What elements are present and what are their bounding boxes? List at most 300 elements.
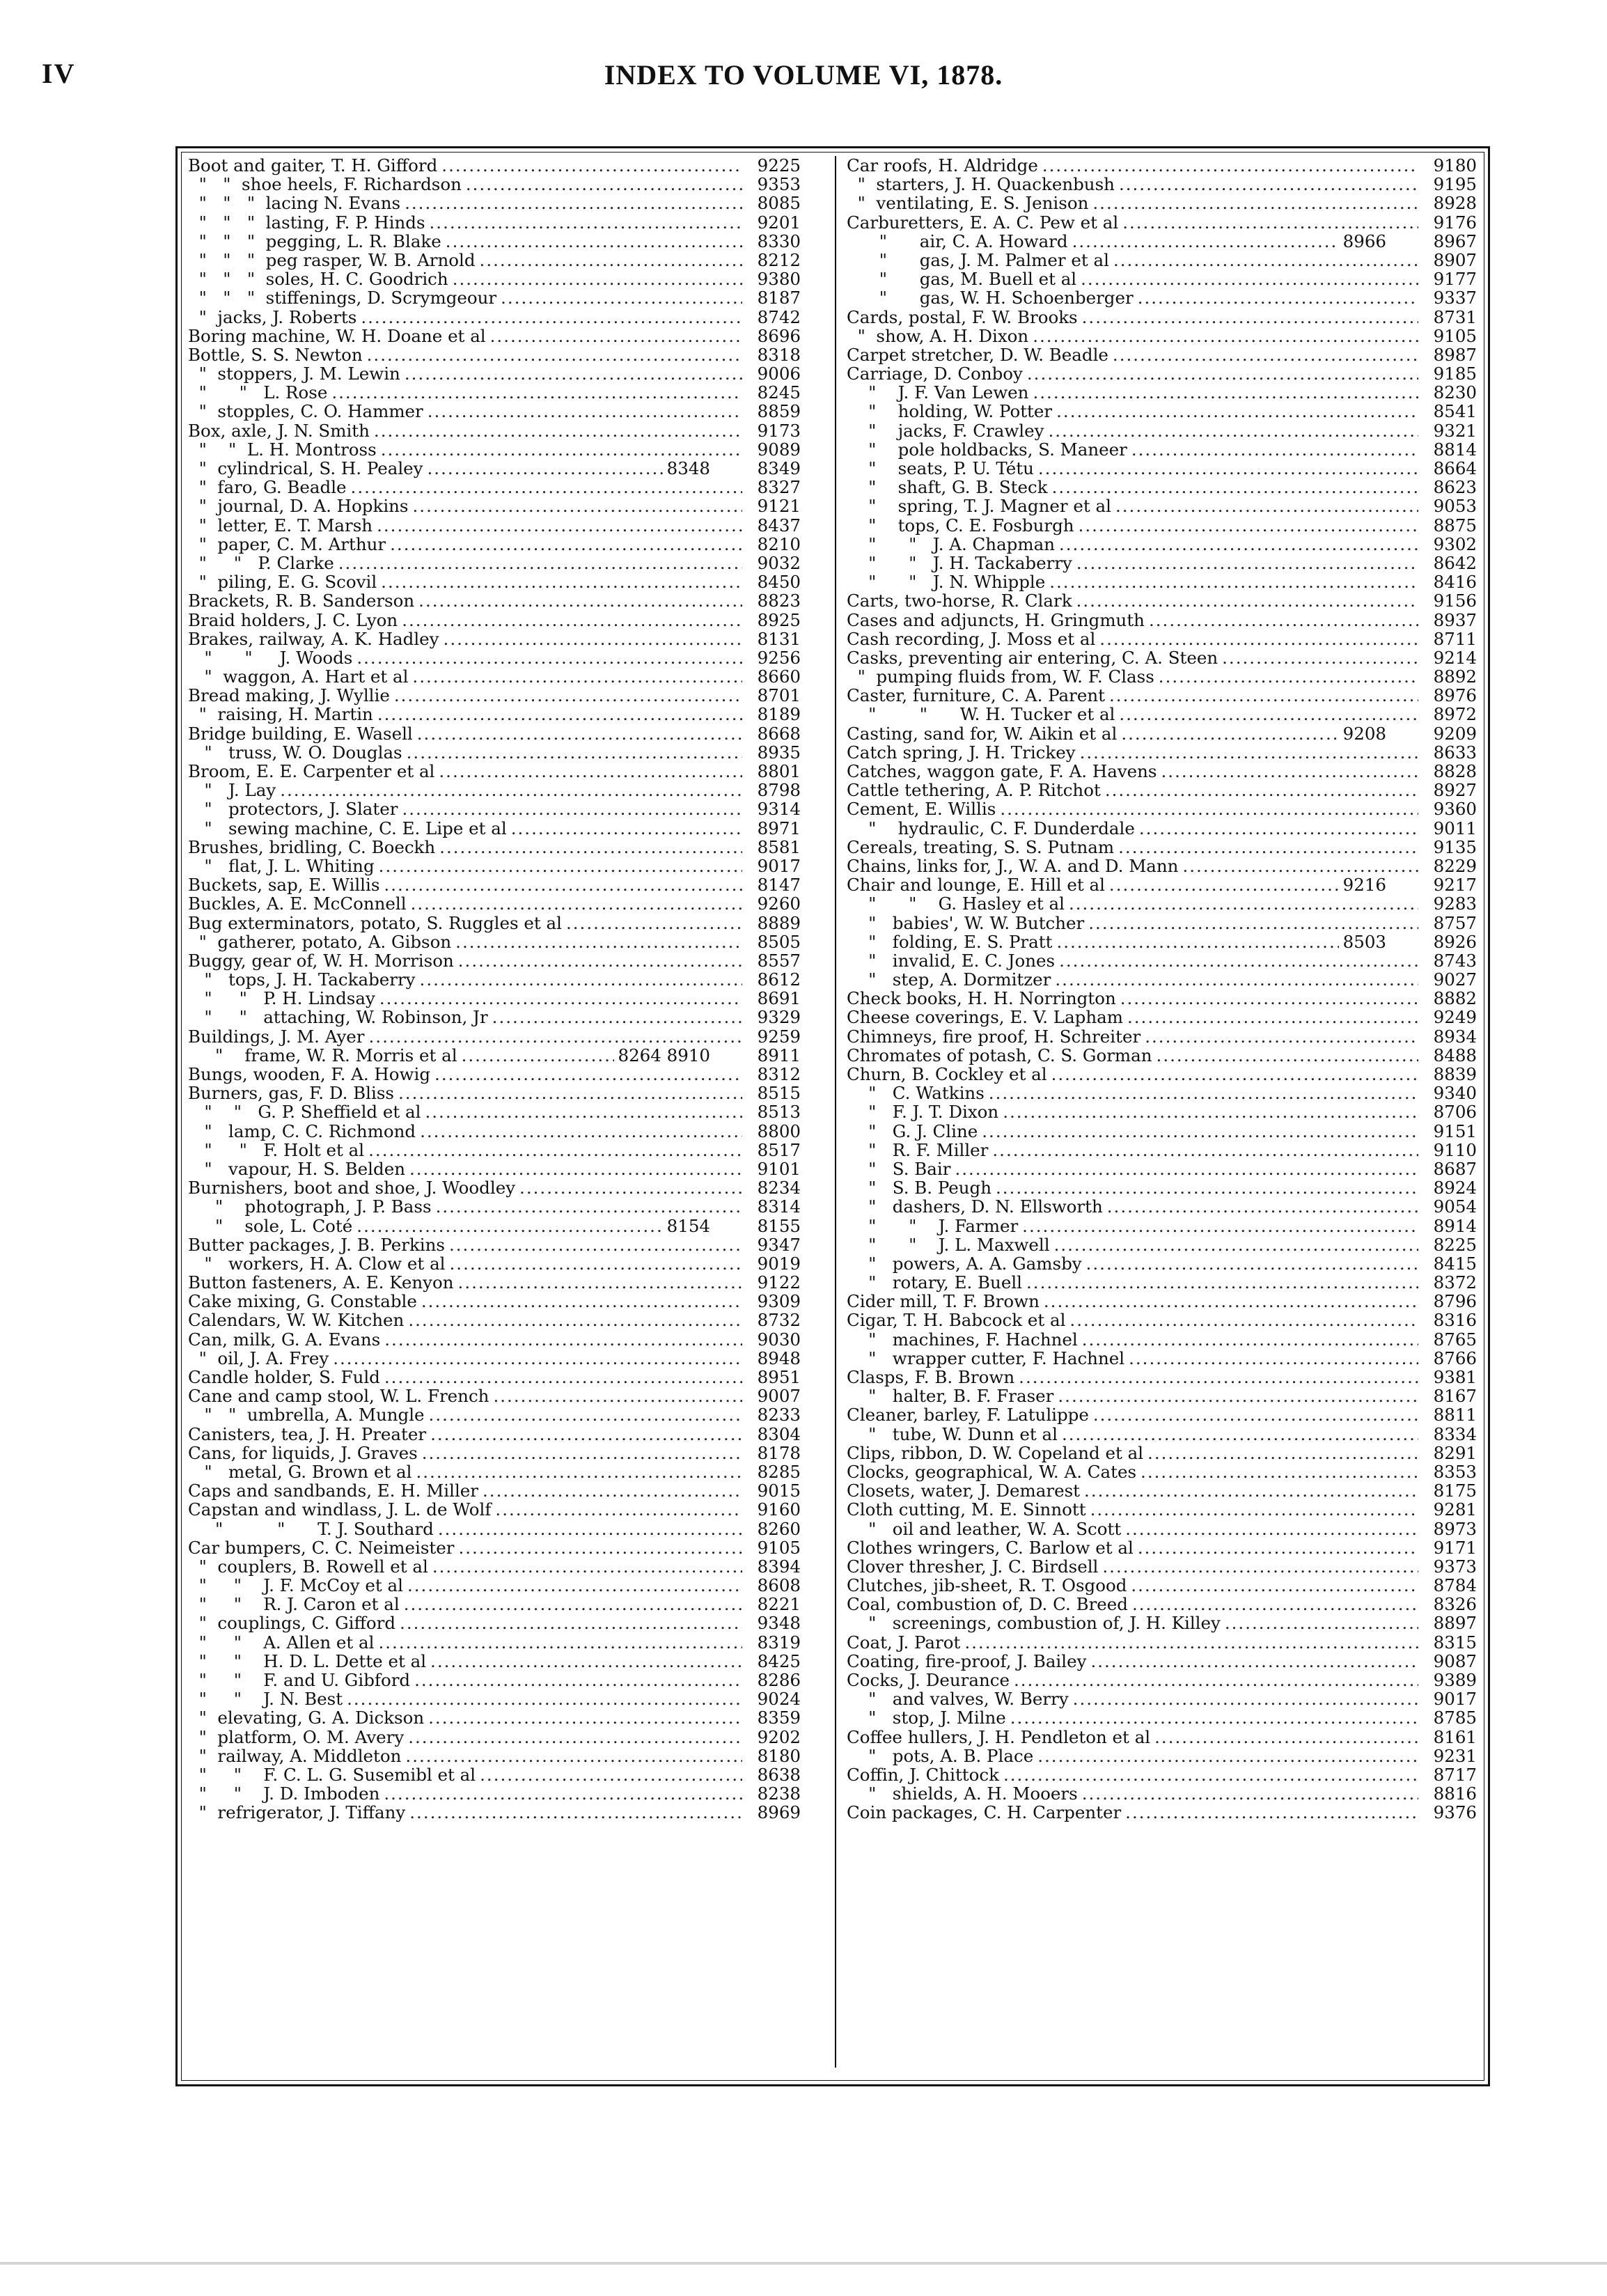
entry-subject: Caster, furniture, C. A. Parent bbox=[847, 685, 1105, 706]
entry-subject: " vapour, H. S. Belden bbox=[188, 1158, 405, 1179]
dot-leader bbox=[964, 1633, 1418, 1652]
index-entry bbox=[188, 1368, 801, 1387]
entry-subject: Chair and lounge, E. Hill et al bbox=[847, 875, 1105, 896]
entry-subject: Buggy, gear of, W. H. Morrison bbox=[188, 950, 454, 971]
entry-extra-number: 8348 bbox=[666, 458, 710, 478]
entry-number: 8623 bbox=[1433, 477, 1477, 498]
entry-subject: " babies', W. W. Butcher bbox=[847, 912, 1085, 933]
entry-subject: " " shoe heels, F. Richardson bbox=[188, 174, 462, 195]
dot-leader bbox=[1131, 1576, 1418, 1595]
entry-subject: " C. Watkins bbox=[847, 1083, 985, 1104]
dot-leader bbox=[996, 1178, 1418, 1197]
entry-number: 9389 bbox=[1433, 1670, 1477, 1690]
entry-subject: Cloth cutting, M. E. Sinnott bbox=[847, 1499, 1086, 1520]
entry-subject: Cheese coverings, E. V. Lapham bbox=[847, 1007, 1123, 1028]
entry-number: 8701 bbox=[757, 685, 801, 706]
index-entry bbox=[188, 1747, 801, 1765]
index-entry bbox=[847, 1538, 1477, 1557]
index-entry bbox=[847, 459, 1477, 478]
entry-number: 8180 bbox=[757, 1745, 801, 1766]
entry-number: 9105 bbox=[757, 1537, 801, 1558]
entry-number: 8326 bbox=[1433, 1594, 1477, 1615]
index-entry bbox=[188, 1008, 801, 1026]
entry-number: 8189 bbox=[757, 704, 801, 725]
entry-subject: " rotary, E. Buell bbox=[847, 1272, 1022, 1293]
dot-leader bbox=[1115, 497, 1418, 515]
index-entry bbox=[188, 951, 801, 970]
entry-number: 9151 bbox=[1433, 1120, 1477, 1141]
index-entry bbox=[847, 989, 1477, 1008]
entry-number: 8334 bbox=[1433, 1423, 1477, 1444]
entry-subject: Chains, links for, J., W. A. and D. Mann bbox=[847, 855, 1179, 876]
entry-number: 8234 bbox=[757, 1178, 801, 1198]
entry-extra-number: 8264 8910 bbox=[618, 1045, 710, 1065]
entry-number: 8660 bbox=[757, 666, 801, 687]
entry-subject: " S. Bair bbox=[847, 1158, 951, 1179]
dot-leader bbox=[432, 1557, 742, 1576]
dot-leader bbox=[405, 194, 742, 212]
entry-subject: Cash recording, J. Moss et al bbox=[847, 628, 1096, 649]
dot-leader bbox=[982, 1122, 1418, 1141]
entry-subject: " invalid, E. C. Jones bbox=[847, 950, 1056, 971]
entry-extra-number: 9208 bbox=[1342, 723, 1386, 744]
entry-number: 8859 bbox=[757, 401, 801, 422]
dot-leader bbox=[1076, 554, 1418, 572]
index-entry bbox=[188, 440, 801, 459]
entry-subject: " flat, J. L. Whiting bbox=[188, 855, 375, 876]
index-entry bbox=[188, 402, 801, 421]
entry-number: 9225 bbox=[757, 155, 801, 175]
entry-number: 8814 bbox=[1433, 439, 1477, 460]
entry-subject: " jacks, J. Roberts bbox=[188, 306, 357, 327]
entry-subject: Burnishers, boot and shoe, J. Woodley bbox=[188, 1178, 516, 1198]
entry-number: 8973 bbox=[1433, 1518, 1477, 1539]
entry-subject: " stopples, C. O. Hammer bbox=[188, 401, 423, 422]
index-entry bbox=[847, 1027, 1477, 1046]
dot-leader bbox=[438, 1520, 742, 1538]
entry-subject: " letter, E. T. Marsh bbox=[188, 515, 373, 536]
entry-subject: " truss, W. O. Douglas bbox=[188, 742, 402, 763]
entry-number: 9173 bbox=[757, 420, 801, 441]
entry-number: 8706 bbox=[1433, 1102, 1477, 1123]
entry-number: 8765 bbox=[1433, 1329, 1477, 1350]
dot-leader bbox=[519, 1178, 742, 1197]
entry-subject: " pots, A. B. Place bbox=[847, 1745, 1034, 1766]
entry-number: 8225 bbox=[1433, 1234, 1477, 1255]
index-entry bbox=[188, 554, 801, 572]
index-entry bbox=[847, 1046, 1477, 1065]
dot-leader bbox=[333, 1349, 742, 1368]
dot-leader bbox=[1118, 838, 1418, 857]
index-entry bbox=[188, 478, 801, 497]
index-entry bbox=[188, 1462, 801, 1481]
index-entry bbox=[188, 308, 801, 327]
entry-number: 8743 bbox=[1433, 950, 1477, 971]
dot-leader bbox=[1145, 1027, 1418, 1046]
entry-number: 8987 bbox=[1433, 344, 1477, 365]
index-entry bbox=[188, 1311, 801, 1329]
entry-number: 9202 bbox=[757, 1726, 801, 1747]
dot-leader bbox=[490, 327, 742, 345]
entry-subject: Caps and sandbands, E. H. Miller bbox=[188, 1481, 479, 1501]
dot-leader bbox=[428, 402, 742, 421]
entry-subject: " gatherer, potato, A. Gibson bbox=[188, 931, 452, 952]
entry-number: 8757 bbox=[1433, 912, 1477, 933]
dot-leader bbox=[492, 1008, 742, 1026]
entry-number: 8926 bbox=[1433, 931, 1477, 952]
entry-number: 8541 bbox=[1433, 401, 1477, 422]
entry-number: 9231 bbox=[1433, 1745, 1477, 1766]
dot-leader bbox=[394, 686, 742, 705]
entry-number: 8167 bbox=[1433, 1386, 1477, 1407]
index-entry bbox=[188, 743, 801, 762]
entry-subject: Carriage, D. Conboy bbox=[847, 364, 1023, 384]
entry-subject: Clothes wringers, C. Barlow et al bbox=[847, 1537, 1134, 1558]
entry-subject: " raising, H. Martin bbox=[188, 704, 373, 725]
index-entry bbox=[847, 1084, 1477, 1102]
entry-subject: Cake mixing, G. Constable bbox=[188, 1291, 417, 1312]
dot-leader bbox=[466, 175, 742, 194]
index-entry bbox=[847, 611, 1477, 630]
index-entry bbox=[847, 1784, 1477, 1803]
index-entry bbox=[188, 1520, 801, 1538]
entry-subject: " screenings, combustion of, J. H. Killey bbox=[847, 1613, 1221, 1634]
dot-leader bbox=[480, 251, 742, 270]
dot-leader bbox=[407, 743, 742, 762]
index-entry bbox=[188, 1027, 801, 1046]
dot-leader bbox=[369, 1027, 743, 1046]
dot-leader bbox=[361, 308, 742, 327]
index-entry bbox=[847, 497, 1477, 515]
index-entry bbox=[188, 1557, 801, 1576]
dot-leader bbox=[1129, 1349, 1418, 1368]
entry-number: 8796 bbox=[1433, 1291, 1477, 1312]
dot-leader bbox=[439, 838, 742, 857]
index-entry bbox=[188, 345, 801, 364]
entry-subject: Churn, B. Cockley et al bbox=[847, 1064, 1047, 1084]
dot-leader bbox=[402, 611, 742, 630]
index-entry bbox=[188, 1652, 801, 1671]
dot-leader bbox=[408, 1311, 742, 1329]
entry-subject: " " L. H. Montross bbox=[188, 439, 377, 460]
entry-subject: " couplings, C. Gifford bbox=[188, 1613, 396, 1634]
entry-subject: " shields, A. H. Mooers bbox=[847, 1783, 1078, 1804]
index-entry bbox=[188, 724, 801, 743]
dot-leader bbox=[1038, 459, 1418, 478]
dot-leader bbox=[400, 1614, 742, 1632]
entry-number: 8828 bbox=[1433, 761, 1477, 781]
entry-number: 9209 bbox=[1433, 723, 1477, 744]
entry-subject: Car roofs, H. Aldridge bbox=[847, 155, 1038, 175]
entry-subject: " pole holdbacks, S. Maneer bbox=[847, 439, 1127, 460]
dot-leader bbox=[1069, 1311, 1418, 1329]
dot-leader bbox=[1026, 1273, 1418, 1292]
dot-leader bbox=[402, 799, 742, 818]
entry-subject: " " T. J. Southard bbox=[188, 1518, 434, 1539]
entry-number: 9185 bbox=[1433, 364, 1477, 384]
dot-leader bbox=[1081, 270, 1418, 288]
index-entry bbox=[188, 1425, 801, 1444]
entry-subject: " J. Lay bbox=[188, 780, 276, 801]
dot-leader bbox=[436, 1197, 742, 1216]
dot-leader bbox=[1182, 857, 1418, 875]
entry-number: 9259 bbox=[757, 1026, 801, 1047]
entry-number: 8175 bbox=[1433, 1481, 1477, 1501]
index-entry bbox=[188, 1141, 801, 1159]
entry-number: 8948 bbox=[757, 1348, 801, 1368]
entry-subject: " " J. L. Maxwell bbox=[847, 1234, 1050, 1255]
entry-subject: " sole, L. Coté bbox=[188, 1215, 353, 1236]
index-entry bbox=[847, 308, 1477, 327]
dot-leader bbox=[1056, 932, 1338, 951]
dot-leader bbox=[992, 1141, 1418, 1159]
index-entry bbox=[847, 648, 1477, 667]
entry-number: 8969 bbox=[757, 1802, 801, 1823]
dot-leader bbox=[420, 1122, 742, 1141]
entry-subject: " metal, G. Brown et al bbox=[188, 1461, 412, 1482]
entry-subject: " tops, C. E. Fosburgh bbox=[847, 515, 1074, 536]
entry-number: 8314 bbox=[757, 1196, 801, 1217]
column-divider bbox=[835, 156, 836, 2068]
entry-subject: Candle holder, S. Fuld bbox=[188, 1367, 380, 1387]
index-entry bbox=[847, 1595, 1477, 1614]
index-entry bbox=[188, 175, 801, 194]
entry-number: 9007 bbox=[757, 1386, 801, 1407]
index-entry bbox=[188, 1500, 801, 1519]
dot-leader bbox=[408, 1728, 742, 1747]
entry-number: 8911 bbox=[757, 1045, 801, 1065]
dot-leader bbox=[1113, 251, 1418, 270]
entry-subject: Cereals, treating, S. S. Putnam bbox=[847, 836, 1115, 857]
entry-number: 8085 bbox=[757, 193, 801, 214]
index-entry bbox=[847, 894, 1477, 913]
dot-leader bbox=[1056, 402, 1418, 421]
entry-number: 8928 bbox=[1433, 193, 1477, 214]
index-entry bbox=[188, 611, 801, 630]
index-entry bbox=[847, 572, 1477, 591]
index-entry bbox=[847, 1708, 1477, 1727]
entry-number: 8230 bbox=[1433, 382, 1477, 403]
entry-number: 8687 bbox=[1433, 1158, 1477, 1179]
index-entry bbox=[847, 1425, 1477, 1444]
index-entry bbox=[847, 1747, 1477, 1765]
entry-number: 9340 bbox=[1433, 1083, 1477, 1104]
entry-subject: " holding, W. Potter bbox=[847, 401, 1053, 422]
entry-number: 8608 bbox=[757, 1575, 801, 1596]
entry-number: 8155 bbox=[757, 1215, 801, 1236]
index-entry bbox=[847, 1122, 1477, 1141]
index-entry bbox=[847, 724, 1477, 743]
entry-subject: " elevating, G. A. Dickson bbox=[188, 1708, 425, 1728]
index-entry bbox=[847, 1444, 1477, 1462]
entry-number: 8450 bbox=[757, 572, 801, 593]
entry-number: 8972 bbox=[1433, 704, 1477, 725]
entry-number: 9122 bbox=[757, 1272, 801, 1293]
entry-number: 8638 bbox=[757, 1764, 801, 1785]
index-entry bbox=[188, 213, 801, 232]
index-entry bbox=[188, 648, 801, 667]
entry-extra-number: 8154 bbox=[666, 1215, 710, 1236]
entry-number: 9019 bbox=[757, 1253, 801, 1274]
entry-subject: " oil, J. A. Frey bbox=[188, 1348, 329, 1368]
entry-number: 8349 bbox=[757, 458, 801, 478]
entry-subject: Clasps, F. B. Brown bbox=[847, 1367, 1015, 1387]
index-entry bbox=[188, 251, 801, 270]
entry-number: 8359 bbox=[757, 1708, 801, 1728]
entry-subject: " platform, O. M. Avery bbox=[188, 1726, 405, 1747]
index-entry bbox=[847, 535, 1477, 554]
dot-leader bbox=[428, 459, 663, 478]
entry-subject: " " J. D. Imboden bbox=[188, 1783, 380, 1804]
index-entry bbox=[188, 516, 801, 535]
entry-number: 8816 bbox=[1433, 1783, 1477, 1804]
dot-leader bbox=[1109, 875, 1339, 894]
entry-number: 9256 bbox=[757, 647, 801, 668]
entry-number: 9376 bbox=[1433, 1802, 1477, 1823]
index-entry bbox=[188, 1803, 801, 1822]
entry-subject: Cans, for liquids, J. Graves bbox=[188, 1442, 418, 1463]
entry-number: 9156 bbox=[1433, 591, 1477, 611]
entry-number: 8316 bbox=[1433, 1310, 1477, 1331]
entry-number: 8784 bbox=[1433, 1575, 1477, 1596]
entry-number: 9101 bbox=[757, 1158, 801, 1179]
index-entry bbox=[188, 1065, 801, 1084]
index-entry bbox=[188, 932, 801, 951]
entry-number: 9249 bbox=[1433, 1007, 1477, 1028]
entry-number: 9135 bbox=[1433, 836, 1477, 857]
index-column-right bbox=[847, 156, 1477, 2071]
dot-leader bbox=[398, 1084, 742, 1102]
index-entry bbox=[188, 914, 801, 932]
index-entry bbox=[847, 1311, 1477, 1329]
entry-subject: Cement, E. Willis bbox=[847, 799, 996, 820]
index-entry bbox=[847, 402, 1477, 421]
index-entry bbox=[188, 232, 801, 251]
entry-number: 8517 bbox=[757, 1139, 801, 1160]
index-entry bbox=[188, 535, 801, 554]
entry-number: 9321 bbox=[1433, 420, 1477, 441]
entry-subject: " " umbrella, A. Mungle bbox=[188, 1405, 425, 1426]
entry-number: 8897 bbox=[1433, 1613, 1477, 1634]
dot-leader bbox=[1049, 572, 1418, 591]
index-entry bbox=[188, 421, 801, 440]
entry-subject: " " " pegging, L. R. Blake bbox=[188, 231, 441, 251]
entry-subject: Canisters, tea, J. H. Preater bbox=[188, 1423, 427, 1444]
entry-subject: " step, A. Dormitzer bbox=[847, 969, 1051, 990]
entry-number: 8875 bbox=[1433, 515, 1477, 536]
index-entry bbox=[188, 1481, 801, 1500]
dot-leader bbox=[1080, 743, 1418, 762]
entry-subject: Capstan and windlass, J. L. de Wolf bbox=[188, 1499, 492, 1520]
dot-leader bbox=[412, 667, 742, 686]
index-entry bbox=[847, 516, 1477, 535]
entry-number: 9024 bbox=[757, 1689, 801, 1710]
index-entry bbox=[847, 1197, 1477, 1216]
dot-leader bbox=[409, 1159, 742, 1178]
index-entry bbox=[847, 156, 1477, 175]
dot-leader bbox=[434, 1065, 742, 1084]
dot-leader bbox=[1107, 1197, 1418, 1216]
dot-leader bbox=[405, 1747, 742, 1765]
entry-subject: Butter packages, J. B. Perkins bbox=[188, 1234, 445, 1255]
index-entry bbox=[847, 970, 1477, 989]
entry-subject: Cider mill, T. F. Brown bbox=[847, 1291, 1040, 1312]
entry-number: 8319 bbox=[757, 1632, 801, 1653]
dot-leader bbox=[381, 572, 742, 591]
dot-leader bbox=[378, 1633, 742, 1652]
entry-number: 9260 bbox=[757, 893, 801, 914]
entry-subject: " protectors, J. Slater bbox=[188, 799, 398, 820]
entry-number: 8557 bbox=[757, 950, 801, 971]
entry-subject: " seats, P. U. Tétu bbox=[847, 458, 1034, 478]
dot-leader bbox=[1022, 1217, 1418, 1235]
dot-leader bbox=[1157, 1046, 1418, 1065]
index-entry bbox=[847, 1576, 1477, 1595]
dot-leader bbox=[429, 1405, 742, 1424]
entry-number: 9011 bbox=[1433, 818, 1477, 838]
entry-subject: Carburetters, E. A. C. Pew et al bbox=[847, 212, 1119, 233]
dot-leader bbox=[480, 1765, 742, 1784]
entry-subject: Clocks, geographical, W. A. Cates bbox=[847, 1461, 1137, 1482]
dot-leader bbox=[418, 591, 742, 610]
dot-leader bbox=[1147, 1444, 1418, 1462]
index-entry bbox=[847, 1557, 1477, 1576]
dot-leader bbox=[1119, 175, 1418, 194]
index-entry bbox=[188, 1633, 801, 1652]
entry-subject: " photograph, J. P. Bass bbox=[188, 1196, 432, 1217]
dot-leader bbox=[1079, 516, 1418, 535]
index-entry bbox=[847, 1330, 1477, 1349]
entry-subject: " G. J. Cline bbox=[847, 1120, 978, 1141]
index-entry bbox=[188, 1330, 801, 1349]
entry-number: 8291 bbox=[1433, 1442, 1477, 1463]
entry-number: 9053 bbox=[1433, 496, 1477, 517]
entry-subject: Boring machine, W. H. Doane et al bbox=[188, 325, 486, 346]
index-entry bbox=[188, 667, 801, 686]
dot-leader bbox=[1086, 1254, 1418, 1273]
entry-subject: " " " lasting, F. P. Hinds bbox=[188, 212, 425, 233]
entry-number: 8330 bbox=[757, 231, 801, 251]
dot-leader bbox=[1082, 1330, 1418, 1349]
entry-subject: Car bumpers, C. C. Neimeister bbox=[188, 1537, 455, 1558]
entry-subject: " " J. H. Tackaberry bbox=[847, 552, 1072, 573]
index-entry bbox=[847, 743, 1477, 762]
index-entry bbox=[847, 554, 1477, 572]
dot-leader bbox=[422, 1444, 742, 1462]
dot-leader bbox=[1082, 1784, 1418, 1803]
entry-subject: Brushes, bridling, C. Boeckh bbox=[188, 836, 436, 857]
index-entry bbox=[847, 1235, 1477, 1254]
entry-number: 9087 bbox=[1433, 1650, 1477, 1671]
index-entry bbox=[188, 591, 801, 610]
entry-subject: " " G. Hasley et al bbox=[847, 893, 1065, 914]
entry-number: 8437 bbox=[757, 515, 801, 536]
entry-number: 8245 bbox=[757, 382, 801, 403]
entry-subject: " " F. C. L. G. Susemibl et al bbox=[188, 1764, 476, 1785]
dot-leader bbox=[1222, 648, 1418, 667]
entry-number: 8951 bbox=[757, 1367, 801, 1387]
dot-leader bbox=[1055, 970, 1418, 989]
dot-leader bbox=[381, 440, 742, 459]
dot-leader bbox=[416, 1462, 742, 1481]
dot-leader bbox=[1069, 894, 1418, 913]
dot-leader bbox=[1139, 819, 1418, 838]
entry-subject: " workers, H. A. Clow et al bbox=[188, 1253, 446, 1274]
index-entry bbox=[847, 799, 1477, 818]
dot-leader bbox=[1000, 799, 1418, 818]
index-entry bbox=[188, 686, 801, 705]
entry-subject: " folding, E. S. Pratt bbox=[847, 931, 1053, 952]
